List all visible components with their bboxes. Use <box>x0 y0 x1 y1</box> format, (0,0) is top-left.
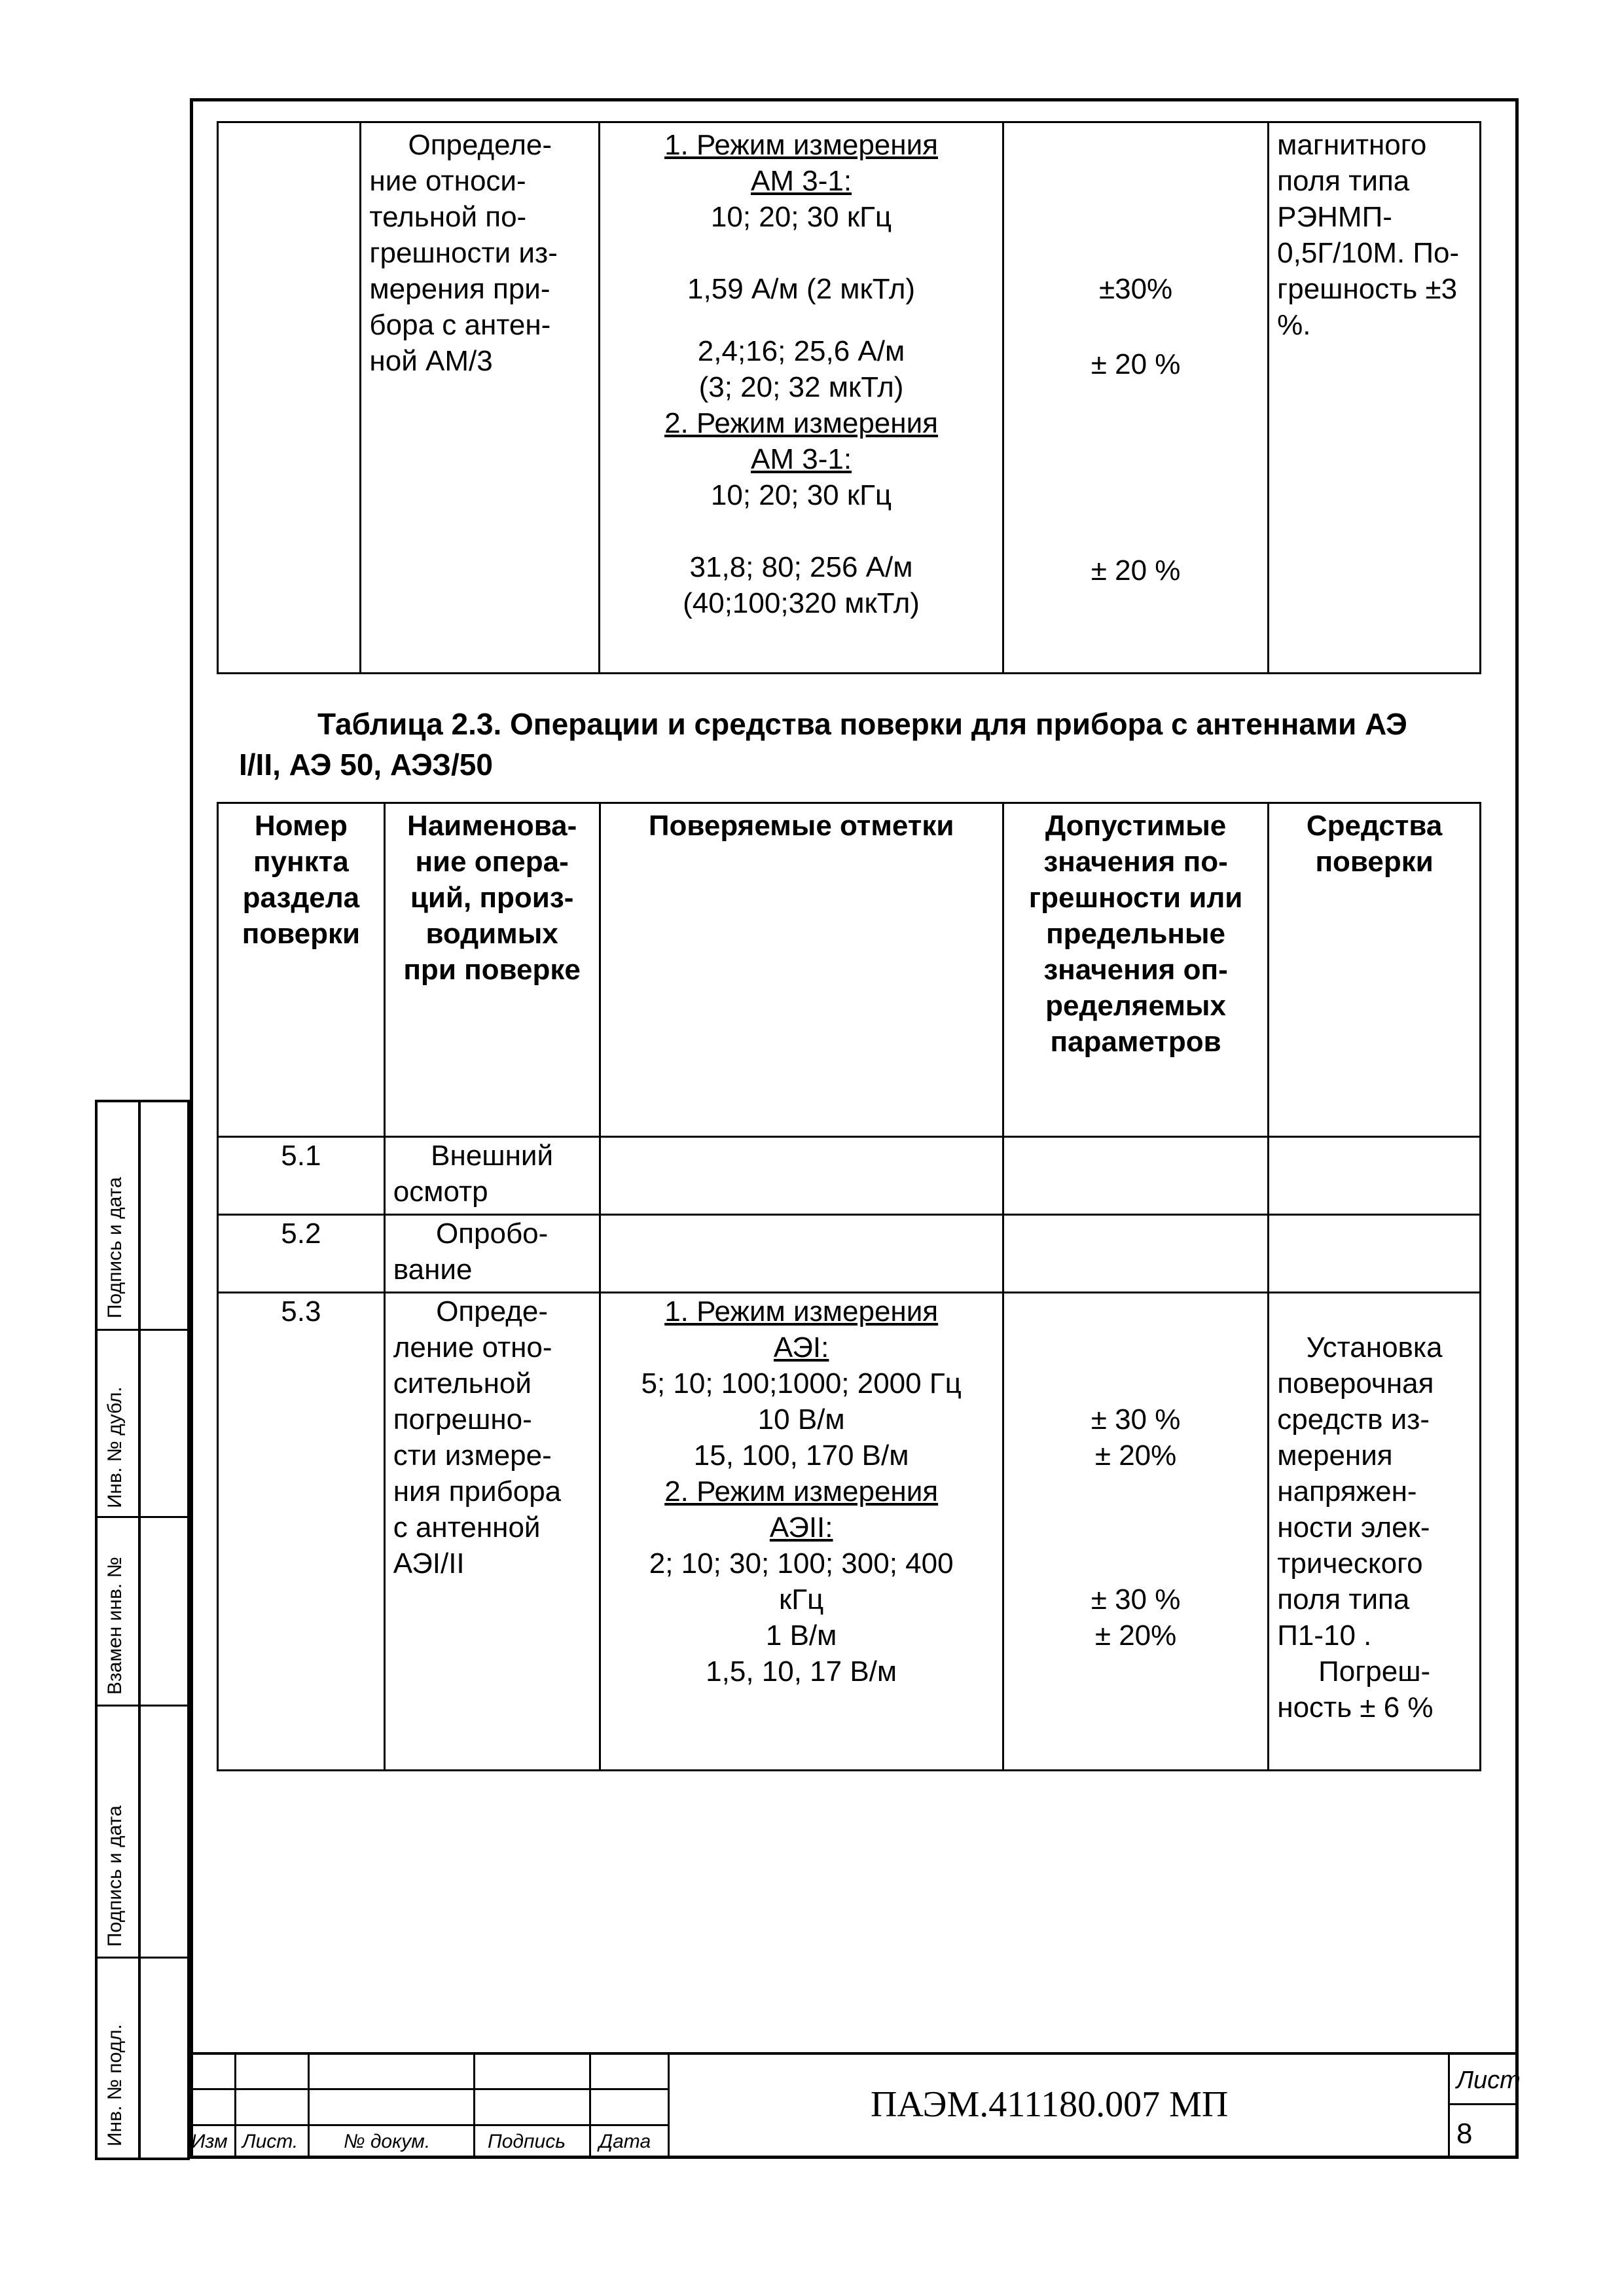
tolerance-value: ± 20% <box>1094 1619 1177 1652</box>
row-num: 5.1 <box>218 1137 385 1215</box>
means-line: средств из- <box>1277 1403 1430 1436</box>
top-cell-marks <box>600 122 1003 674</box>
means-line: магнитного <box>1277 129 1427 161</box>
tolerance-value: ±30% <box>1098 273 1173 305</box>
mode2-sub: АЭII: <box>769 1511 833 1544</box>
header-line: грешности или <box>1028 882 1243 914</box>
mode1-freq: 10; 20; 30 кГц <box>710 201 892 233</box>
header-line: Средства <box>1306 810 1443 842</box>
mark-value: 1 В/м <box>765 1619 837 1652</box>
row-name-line: сительной <box>393 1367 532 1400</box>
mark-value: (40;100;320 мкТл) <box>683 587 920 619</box>
tb-label-date: Дата <box>599 2131 651 2152</box>
row-name-line: с антенной <box>393 1511 541 1544</box>
row-name <box>384 1293 600 1771</box>
mark-value: 1,59 А/м (2 мкТл) <box>687 273 916 305</box>
mode1-freq: 5; 10; 100;1000; 2000 Гц <box>641 1367 962 1400</box>
header-line: раздела <box>242 882 360 914</box>
mode2-freq: кГц <box>779 1583 824 1616</box>
document-number: ПАЭМ.411180.007 МП <box>871 2084 1229 2125</box>
mark-value: 10 В/м <box>757 1403 845 1436</box>
mark-value: 31,8; 80; 256 А/м <box>689 551 913 583</box>
means-line: мерения <box>1277 1439 1393 1472</box>
top-name-line: ной АМ/3 <box>369 345 493 377</box>
row-means <box>1269 1293 1481 1771</box>
mode2-sub: АМ 3-1: <box>751 443 852 475</box>
row-name-line: вание <box>393 1254 473 1286</box>
tb-label-signature: Подпись <box>488 2131 566 2152</box>
row-name-line: сти измере- <box>393 1439 552 1472</box>
mode1-sub: АЭI: <box>773 1331 829 1364</box>
means-line: Погреш- <box>1318 1655 1431 1688</box>
tolerance-value: ± 20% <box>1094 1439 1177 1472</box>
header-tolerance <box>1003 803 1268 1137</box>
row-name-line: Опробо- <box>435 1218 549 1250</box>
mode2-freq: 10; 20; 30 кГц <box>710 479 892 511</box>
header-line: ние опера- <box>415 846 569 878</box>
row-name-line: погрешно- <box>393 1403 532 1436</box>
table-2-3 <box>217 802 1481 1771</box>
top-table <box>217 121 1481 674</box>
header-line: значения по- <box>1043 846 1228 878</box>
tolerance-value: ± 20 % <box>1091 554 1181 587</box>
row-name-line: ния прибора <box>393 1475 562 1508</box>
means-line: напряжен- <box>1277 1475 1417 1508</box>
header-line: Поверяемые отметки <box>648 810 954 842</box>
header-num <box>218 803 385 1137</box>
mode1-title: 1. Режим измерения <box>664 1295 939 1328</box>
header-line: ций, произ- <box>410 882 574 914</box>
row-name-line: Опреде- <box>436 1295 549 1328</box>
row-name-line: осмотр <box>393 1176 488 1208</box>
top-name-line: бора с антен- <box>369 309 551 341</box>
means-line: поля типа <box>1277 1583 1410 1616</box>
top-name-line: грешности из- <box>369 237 558 269</box>
means-line: Установка <box>1306 1331 1443 1364</box>
top-cell-tolerance <box>1003 122 1268 674</box>
top-name-line: ние относи- <box>369 165 526 197</box>
mark-value: 1,5, 10, 17 В/м <box>706 1655 897 1688</box>
top-cell-name <box>361 122 600 674</box>
table-row <box>218 1215 1481 1293</box>
stamp-label: Подпись и дата <box>104 1805 126 1947</box>
row-name-line: АЭI/II <box>393 1547 465 1580</box>
tb-label-list: Лист. <box>242 2131 298 2152</box>
header-means <box>1269 803 1481 1137</box>
means-line: трического <box>1277 1547 1423 1580</box>
top-name-line: Определе- <box>408 129 552 161</box>
means-line: П1-10 . <box>1277 1619 1372 1652</box>
stamp-label: Инв. № дубл. <box>104 1386 126 1508</box>
stamp-label: Взамен инв. № <box>104 1557 126 1695</box>
table-caption <box>239 704 1483 785</box>
mark-value: (3; 20; 32 мкТл) <box>698 371 904 403</box>
header-line: при поверке <box>403 954 581 986</box>
row-name <box>384 1137 600 1215</box>
caption-line-1: Таблица 2.3. Операции и средства поверки для прибора с антеннами АЭ <box>317 707 1407 741</box>
header-name <box>384 803 600 1137</box>
header-line: параметров <box>1050 1026 1221 1058</box>
header-line: поверки <box>242 918 361 950</box>
caption-line-2: I/II, АЭ 50, АЭЗ/50 <box>239 748 493 782</box>
top-name-line: тельной по- <box>369 201 527 233</box>
top-name-line: мерения при- <box>369 273 550 305</box>
top-cell-num <box>218 122 361 674</box>
tolerance-value: ± 30 % <box>1091 1583 1181 1616</box>
means-line: ности элек- <box>1277 1511 1430 1544</box>
row-name-line: Внешний <box>431 1140 554 1172</box>
table-row <box>218 1293 1481 1771</box>
tb-label-docnum: № докум. <box>344 2131 431 2152</box>
mode1-sub: АМ 3-1: <box>751 165 852 197</box>
mark-value: 15, 100, 170 В/м <box>693 1439 909 1472</box>
row-name <box>384 1215 600 1293</box>
header-row <box>218 803 1481 1137</box>
header-line: Наименова- <box>406 810 577 842</box>
tolerance-value: ± 20 % <box>1091 348 1181 380</box>
side-stamp <box>95 1100 190 2160</box>
header-line: предельные <box>1046 918 1226 950</box>
row-name-line: ление отно- <box>393 1331 552 1364</box>
tb-label-izm: Изм <box>191 2131 228 2152</box>
header-line: Допустимые <box>1045 810 1227 842</box>
header-line: пункта <box>253 846 349 878</box>
means-line: ность ± 6 % <box>1277 1691 1434 1724</box>
header-line: значения оп- <box>1043 954 1228 986</box>
means-line: 0,5Г/10М. По- <box>1277 237 1460 269</box>
mode2-title: 2. Режим измерения <box>664 407 938 439</box>
header-line: Номер <box>254 810 348 842</box>
title-block <box>190 2052 1519 2159</box>
means-line: %. <box>1277 309 1311 341</box>
row-marks <box>600 1293 1003 1771</box>
means-line: РЭНМП- <box>1277 201 1392 233</box>
stamp-label: Подпись и дата <box>104 1177 126 1318</box>
header-marks <box>600 803 1003 1137</box>
means-line: поверочная <box>1277 1367 1434 1400</box>
row-tolerance <box>1003 1293 1268 1771</box>
table-row <box>218 1137 1481 1215</box>
sheet-number: 8 <box>1456 2118 1473 2150</box>
means-line: грешность ±3 <box>1277 273 1458 305</box>
row-num: 5.3 <box>218 1293 385 1771</box>
sheet-label: Лист <box>1456 2067 1521 2094</box>
tolerance-value: ± 30 % <box>1091 1403 1181 1436</box>
means-line: поля типа <box>1277 165 1410 197</box>
stamp-label: Инв. № подл. <box>104 2024 126 2146</box>
mode2-title: 2. Режим измерения <box>664 1475 939 1508</box>
mode1-title: 1. Режим измерения <box>664 129 938 161</box>
mode2-freq: 2; 10; 30; 100; 300; 400 <box>649 1547 954 1580</box>
row-num: 5.2 <box>218 1215 385 1293</box>
header-line: поверки <box>1315 846 1434 878</box>
header-line: ределяемых <box>1045 990 1226 1022</box>
header-line: водимых <box>425 918 558 950</box>
mark-value: 2,4;16; 25,6 А/м <box>697 335 905 367</box>
top-cell-means <box>1269 122 1481 674</box>
